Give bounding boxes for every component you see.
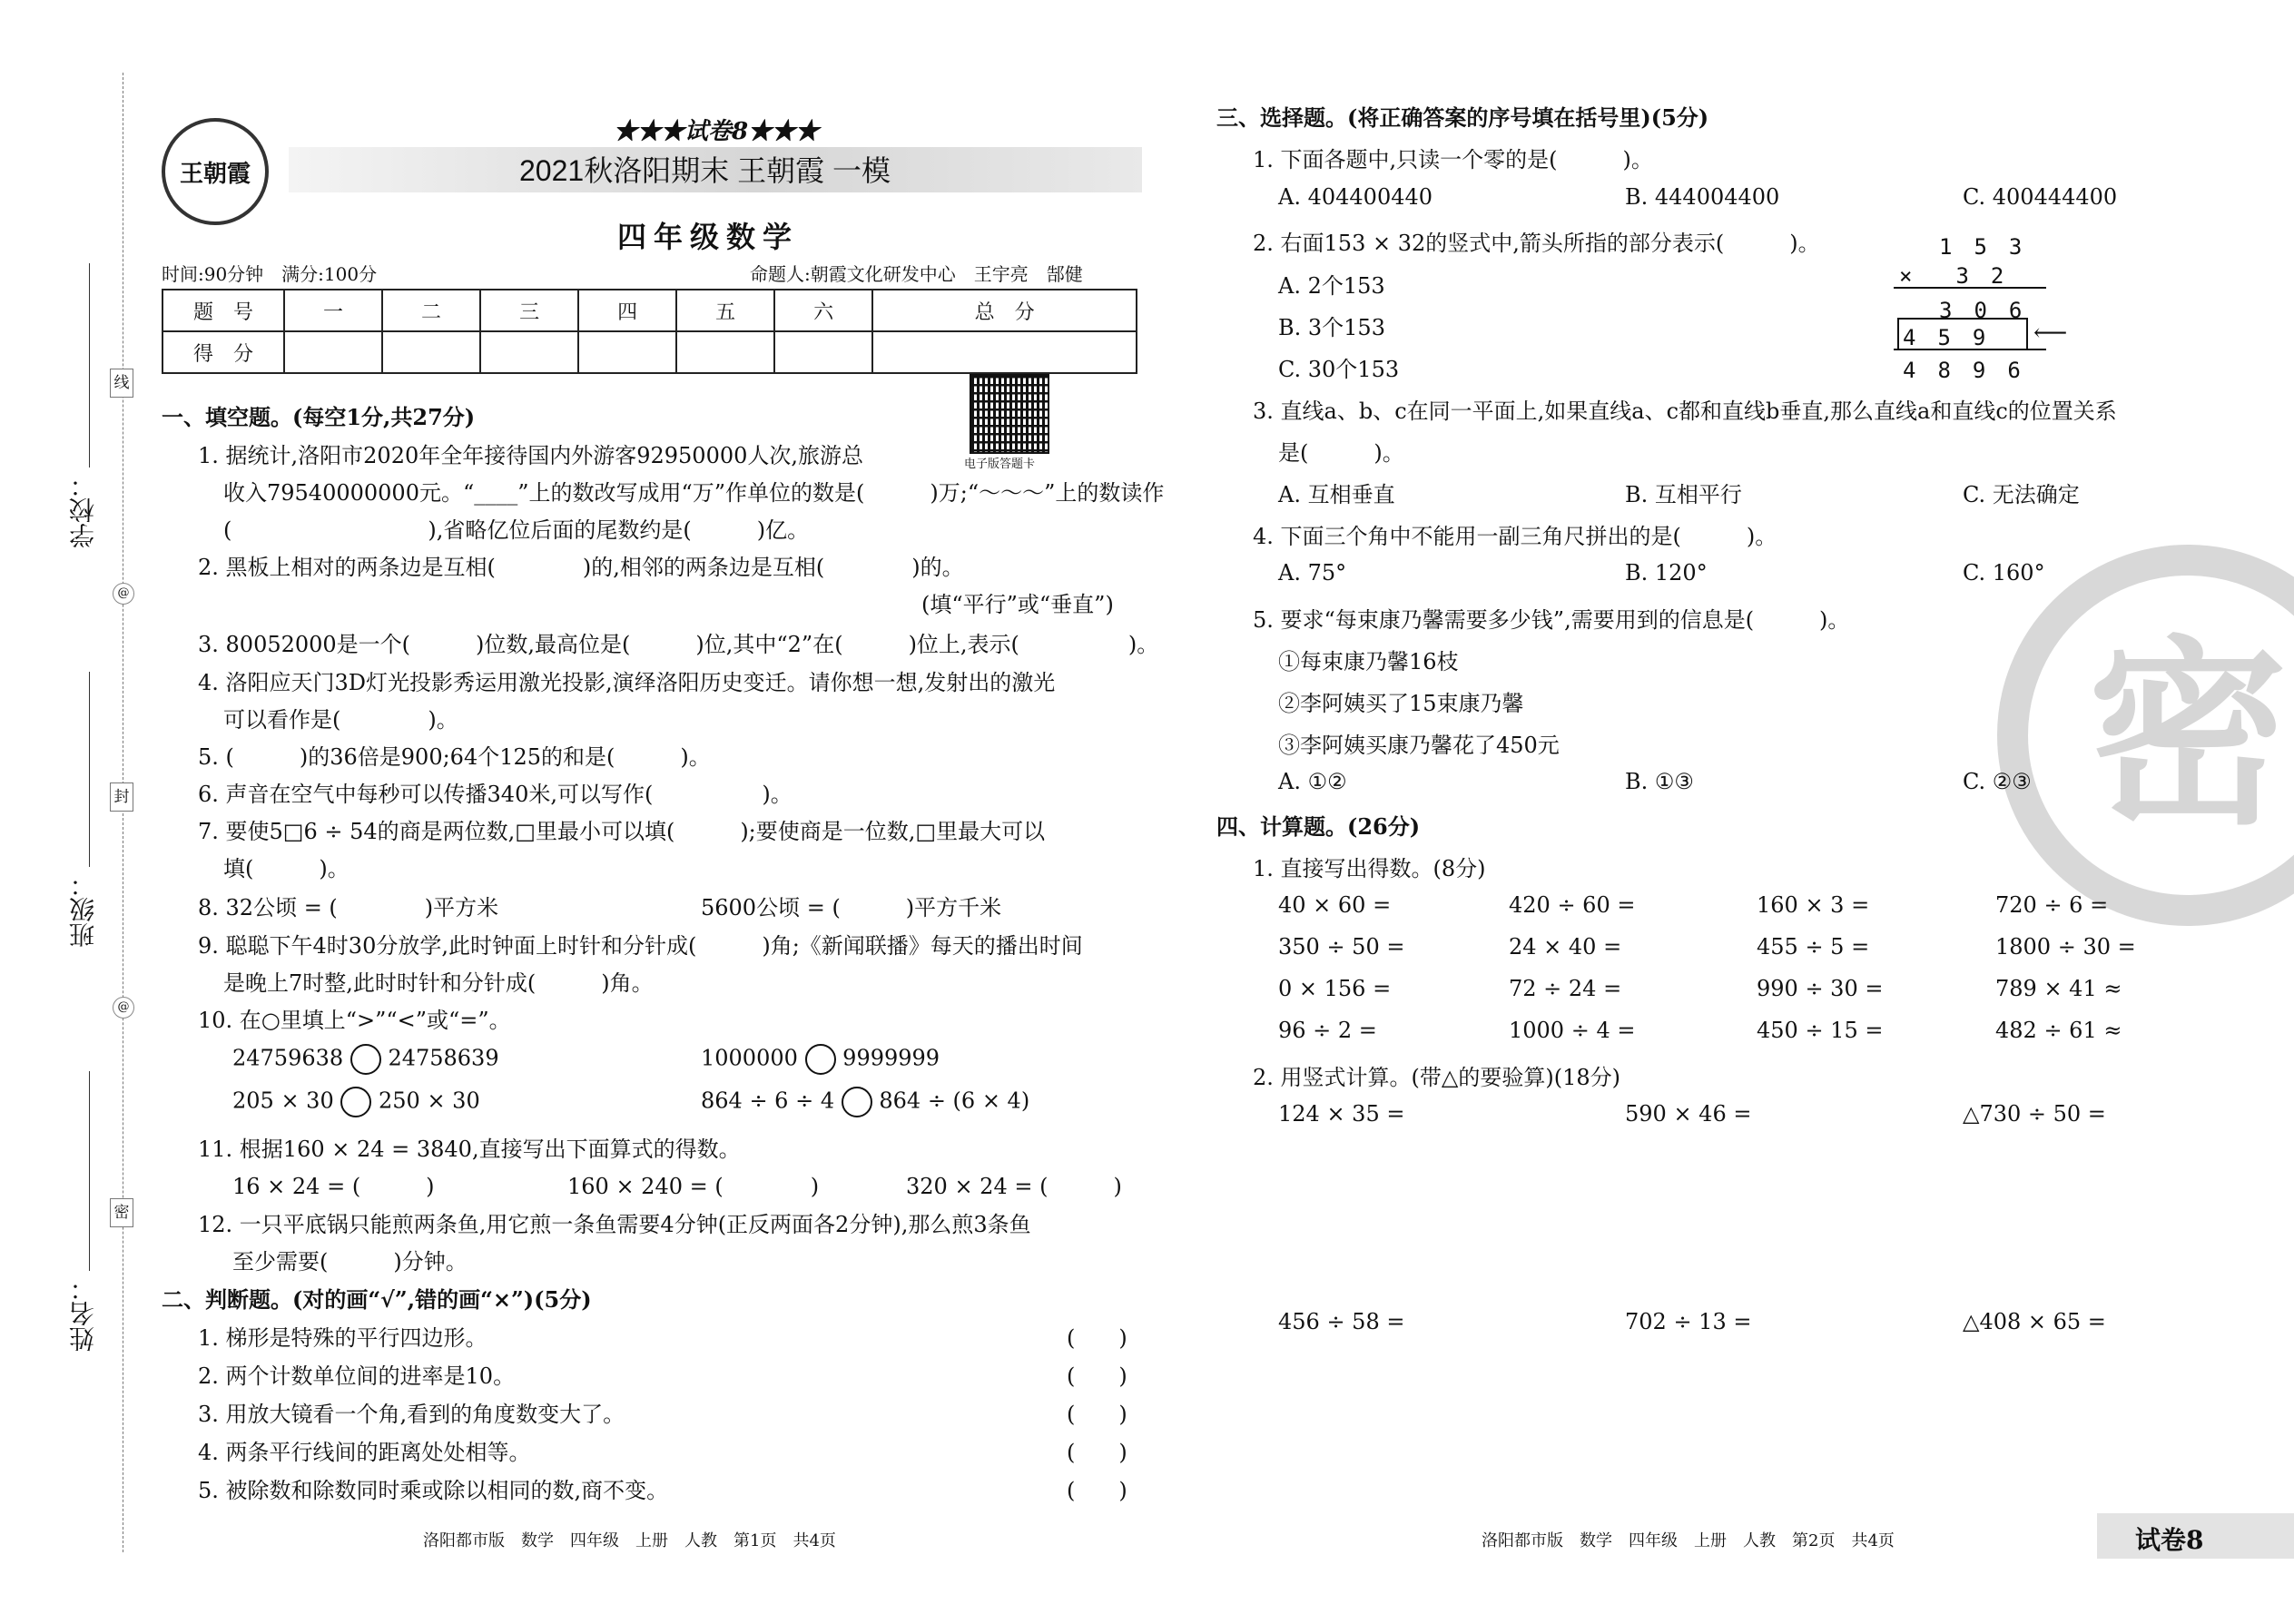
vertical-calc-item: 124 × 35 =	[1278, 1101, 1405, 1127]
vertical-calc-item: 456 ÷ 58 =	[1278, 1309, 1405, 1334]
choice-5-info-1: ①每束康乃馨16枝	[1278, 649, 1459, 674]
choice-3-line2: 是( )。	[1278, 440, 1404, 466]
compare-left: 1000000	[701, 1045, 798, 1071]
judge-4: 4. 两条平行线间的距离处处相等。	[198, 1440, 531, 1465]
compare-left: 864 ÷ 6 ÷ 4	[701, 1088, 835, 1114]
score-input-cell[interactable]	[284, 331, 382, 373]
choice-5-a[interactable]: A. ①②	[1278, 769, 1347, 794]
choice-4-a[interactable]: A. 75°	[1278, 560, 1347, 586]
calc-item: 24 × 40 =	[1509, 934, 1622, 960]
calc-item: 1000 ÷ 4 =	[1509, 1018, 1636, 1043]
calc-item: 420 ÷ 60 =	[1509, 892, 1636, 918]
q11-b: 160 × 240 = ( )	[567, 1174, 820, 1199]
q11-a: 16 × 24 = ( )	[232, 1174, 435, 1199]
score-table-header-row	[162, 290, 1137, 331]
choice-4-b[interactable]: B. 120°	[1625, 560, 1708, 586]
arrow-icon: ⟵	[2033, 320, 2068, 347]
q9-line1: 9. 聪聪下午4时30分放学,此时钟面上时针和分针成( )角;《新闻联播》每天的播出时间	[198, 933, 1083, 959]
vertical-calc-row-5: 4 8 9 6	[1903, 358, 2021, 383]
vertical-calc-row-2: × 3 2	[1899, 263, 2004, 289]
section-4-title: 四、计算题。(26分)	[1216, 813, 1421, 840]
compare-circle[interactable]	[842, 1087, 872, 1117]
calc-2-title: 2. 用竖式计算。(带△的要验算)(18分)	[1253, 1065, 1620, 1090]
score-input-cell[interactable]	[676, 331, 774, 373]
choice-4: 4. 下面三个角中不能用一副三角尺拼出的是( )。	[1253, 524, 1777, 549]
calc-item: 0 × 156 =	[1278, 976, 1392, 1001]
binding-tag-mi: 密	[110, 1198, 133, 1227]
series-label: ★★★试卷8★★★	[614, 118, 820, 145]
calc-item: 720 ÷ 6 =	[1995, 892, 2109, 918]
judge-answer-2[interactable]: ( )	[1067, 1363, 1127, 1389]
subject-title: 四年级数学	[617, 220, 800, 254]
judge-answer-5[interactable]: ( )	[1067, 1478, 1127, 1503]
q7-line1: 7. 要使5□6 ÷ 54的商是两位数,□里最小可以填( );要使商是一位数,□里最大可以	[198, 819, 1046, 844]
class-underline[interactable]	[89, 672, 90, 867]
vertical-calc-item: △730 ÷ 50 =	[1963, 1101, 2106, 1127]
calc-1-title: 1. 直接写出得数。(8分)	[1253, 856, 1486, 881]
calc-item: 96 ÷ 2 =	[1278, 1018, 1377, 1043]
q10: 10. 在○里填上“>”“<”或“=”。	[198, 1008, 511, 1033]
choice-2-c[interactable]: C. 30个153	[1278, 357, 1400, 382]
calc-item: 455 ÷ 5 =	[1757, 934, 1870, 960]
q2-line1: 2. 黑板上相对的两条边是互相( )的,相邻的两条边是互相( )的。	[198, 555, 964, 580]
calc-item: 350 ÷ 50 =	[1278, 934, 1405, 960]
score-cell: 六	[774, 290, 872, 331]
score-input-cell[interactable]	[578, 331, 676, 373]
vertical-calc-item: △408 × 65 =	[1963, 1309, 2106, 1334]
compare-circle[interactable]	[350, 1044, 381, 1075]
vertical-calc-rule-1	[1894, 287, 2046, 289]
vertical-calc-row-3: 3 0 6	[1939, 298, 2023, 323]
choice-5-info-3: ③李阿姨买康乃馨花了450元	[1278, 733, 1560, 758]
q1-line3: ( ),省略亿位后面的尾数约是( )亿。	[223, 517, 810, 543]
score-input-cell[interactable]	[382, 331, 480, 373]
binding-tag-xian: 线	[110, 369, 133, 398]
score-cell: 三	[480, 290, 578, 331]
compare-right: 250 × 30	[379, 1088, 480, 1114]
score-cell: 四	[578, 290, 676, 331]
q4-line2: 可以看作是( )。	[223, 707, 458, 733]
calc-item: 450 ÷ 15 =	[1757, 1018, 1884, 1043]
school-label: 学校：	[68, 472, 98, 548]
judge-3: 3. 用放大镜看一个角,看到的角度数变大了。	[198, 1402, 625, 1427]
compare-circle[interactable]	[340, 1087, 371, 1117]
judge-1: 1. 梯形是特殊的平行四边形。	[198, 1325, 487, 1351]
q7-line2: 填( )。	[223, 856, 350, 881]
score-input-cell[interactable]	[480, 331, 578, 373]
q1-line1: 1. 据统计,洛阳市2020年全年接待国内外游客92950000人次,旅游总	[198, 443, 864, 468]
score-cell: 一	[284, 290, 382, 331]
score-cell: 得 分	[162, 331, 284, 373]
choice-2: 2. 右面153 × 32的竖式中,箭头所指的部分表示( )。	[1253, 231, 1820, 256]
compare-left: 24759638	[232, 1045, 344, 1071]
vertical-calc-row-4: 4 5 9	[1903, 325, 1986, 350]
calc-item: 160 × 3 =	[1757, 892, 1870, 918]
compare-row-2	[701, 1044, 940, 1075]
choice-1-c[interactable]: C. 400444400	[1963, 184, 2118, 210]
calc-item: 482 ÷ 61 ≈	[1995, 1018, 2122, 1043]
q12-line1: 12. 一只平底锅只能煎两条鱼,用它煎一条鱼需要4分钟(正反两面各2分钟),那么煎3条鱼	[198, 1212, 1031, 1237]
confidential-stamp: 密	[1997, 545, 2294, 926]
choice-1-b[interactable]: B. 444004400	[1625, 184, 1780, 210]
calc-item: 990 ÷ 30 =	[1757, 976, 1884, 1001]
score-table-score-row	[162, 331, 1137, 373]
judge-answer-3[interactable]: ( )	[1067, 1402, 1127, 1427]
score-cell: 题 号	[162, 290, 284, 331]
judge-answer-1[interactable]: ( )	[1067, 1325, 1127, 1351]
compare-right: 864 ÷ (6 × 4)	[879, 1088, 1030, 1114]
choice-5-info-2: ②李阿姨买了15束康乃馨	[1278, 691, 1524, 716]
compare-right: 24758639	[388, 1045, 499, 1071]
judge-2: 2. 两个计数单位间的进率是10。	[198, 1363, 516, 1389]
judge-answer-4[interactable]: ( )	[1067, 1440, 1127, 1465]
q11-c: 320 × 24 = ( )	[906, 1174, 1122, 1199]
qr-code[interactable]	[970, 374, 1049, 454]
calc-item: 1800 ÷ 30 =	[1995, 934, 2136, 960]
qr-label: 电子版答题卡	[964, 458, 1036, 471]
q9-line2: 是晚上7时整,此时时针和分针成( )角。	[223, 970, 654, 996]
choice-3-b[interactable]: B. 互相平行	[1625, 482, 1742, 507]
choice-3-c[interactable]: C. 无法确定	[1963, 482, 2080, 507]
choice-1: 1. 下面各题中,只读一个零的是( )。	[1253, 147, 1653, 172]
section-3-title: 三、选择题。(将正确答案的序号填在括号里)(5分)	[1216, 104, 1709, 131]
calc-item: 72 ÷ 24 =	[1509, 976, 1622, 1001]
choice-4-c[interactable]: C. 160°	[1963, 560, 2045, 586]
page-footer-right: 洛阳都市版 数学 四年级 上册 人教 第2页 共4页	[1482, 1531, 1895, 1550]
score-input-cell[interactable]	[872, 331, 1137, 373]
score-cell: 五	[676, 290, 774, 331]
choice-5-c[interactable]: C. ②③	[1963, 769, 2032, 794]
class-label: 班级：	[68, 871, 98, 948]
q4-line1: 4. 洛阳应天门3D灯光投影秀运用激光投影,演绎洛阳历史变迁。请你想一想,发射出的激光	[198, 670, 1056, 695]
q6: 6. 声音在空气中每秒可以传播340米,可以写作( )。	[198, 782, 793, 807]
name-underline[interactable]	[89, 1071, 90, 1271]
compare-circle[interactable]	[805, 1044, 836, 1075]
school-underline[interactable]	[89, 263, 90, 468]
choice-2-a[interactable]: A. 2个153	[1278, 273, 1385, 299]
compare-right: 9999999	[842, 1045, 940, 1071]
compare-row-4	[701, 1087, 1029, 1117]
score-cell: 总 分	[872, 290, 1137, 331]
q5: 5. ( )的36倍是900;64个125的和是( )。	[198, 744, 711, 770]
section-2-title: 二、判断题。(对的画“√”,错的画“×”)(5分)	[162, 1286, 592, 1313]
judge-5: 5. 被除数和除数同时乘或除以相同的数,商不变。	[198, 1478, 669, 1503]
choice-1-a[interactable]: A. 404400440	[1278, 184, 1433, 210]
vertical-calc-item: 702 ÷ 13 =	[1625, 1309, 1752, 1334]
name-label: 姓名：	[68, 1275, 98, 1352]
choice-2-b[interactable]: B. 3个153	[1278, 315, 1385, 340]
q11: 11. 根据160 × 24 = 3840,直接写出下面算式的得数。	[198, 1137, 741, 1162]
time-score: 时间:90分钟 满分:100分	[162, 263, 378, 285]
q2-hint: (填“平行”或“垂直”)	[921, 592, 1114, 617]
q1-line2: 收入79540000000元。“____”上的数改写成用“万”作单位的数是( )万;“～～～”上的数读作	[223, 480, 1165, 506]
choice-5-b[interactable]: B. ①③	[1625, 769, 1694, 794]
score-input-cell[interactable]	[774, 331, 872, 373]
calc-item: 789 × 41 ≈	[1995, 976, 2122, 1001]
binding-hole-1: @	[113, 583, 134, 605]
choice-3-line1: 3. 直线a、b、c在同一平面上,如果直线a、c都和直线b垂直,那么直线a和直线c的位置关系	[1253, 399, 2117, 424]
page-footer-left: 洛阳都市版 数学 四年级 上册 人教 第1页 共4页	[423, 1531, 836, 1550]
q8-part1: 8. 32公顷 = ( )平方米	[198, 895, 499, 920]
vertical-calc-item: 590 × 46 =	[1625, 1101, 1752, 1127]
q8-part2: 5600公顷 = ( )平方千米	[701, 895, 1002, 920]
authors: 命题人:朝霞文化研发中心 王宇亮 郜健	[750, 263, 1083, 285]
binding-tag-feng: 封	[110, 782, 133, 812]
calc-item: 40 × 60 =	[1278, 892, 1392, 918]
choice-5: 5. 要求“每束康乃馨需要多少钱”,需要用到的信息是( )。	[1253, 607, 1850, 633]
section-1-title: 一、填空题。(每空1分,共27分)	[162, 404, 476, 430]
footer-badge: 试卷8	[2135, 1525, 2204, 1555]
compare-row-1	[232, 1044, 499, 1075]
binding-hole-2: @	[113, 997, 134, 1019]
vertical-calc-rule-2	[1894, 349, 2046, 350]
score-table	[162, 289, 1137, 374]
compare-row-3	[232, 1087, 480, 1117]
publisher-logo: 王朝霞	[162, 118, 269, 225]
choice-3-a[interactable]: A. 互相垂直	[1278, 482, 1395, 507]
q3: 3. 80052000是一个( )位数,最高位是( )位,其中“2”在( )位上,表示( )。	[198, 632, 1159, 657]
score-cell: 二	[382, 290, 480, 331]
exam-title: 2021秋洛阳期末 王朝霞 一模	[519, 154, 891, 187]
vertical-calc-row-1: 1 5 3	[1939, 234, 2023, 260]
compare-left: 205 × 30	[232, 1088, 334, 1114]
q12-line2: 至少需要( )分钟。	[232, 1249, 468, 1275]
